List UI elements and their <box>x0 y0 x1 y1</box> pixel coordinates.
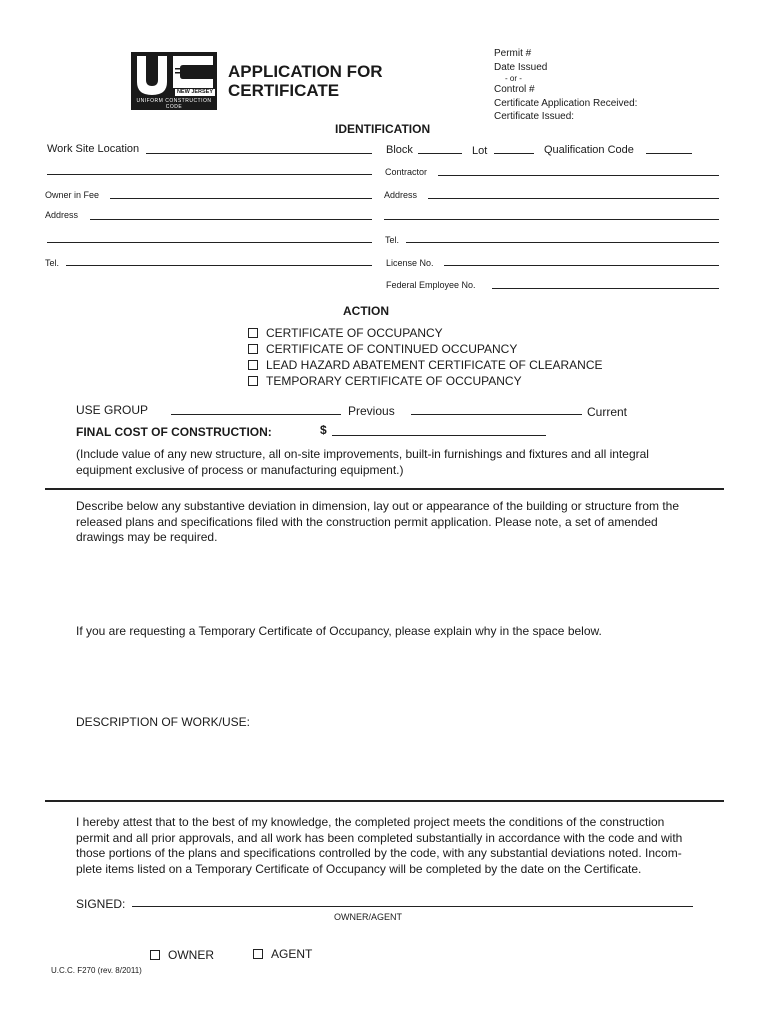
owner-address-field-2[interactable] <box>47 242 372 243</box>
signed-label: SIGNED: <box>76 897 126 911</box>
temporary-explanation-prompt: If you are requesting a Temporary Certificate of Occupancy, please explain why in the space below. <box>76 624 602 638</box>
contractor-address-field[interactable] <box>428 198 719 199</box>
attest-line1: I hereby attest that to the best of my knowledge, the completed project meets the conditions of the construction <box>76 815 665 829</box>
checkbox-lead[interactable] <box>248 360 258 370</box>
owner-in-fee-field[interactable] <box>110 198 372 199</box>
attest-line2: permit and all prior approvals, and all work has been completed substantially in accordance with the code and with <box>76 830 683 845</box>
checkbox-tco[interactable] <box>248 376 258 386</box>
logo-code-text: UNIFORM CONSTRUCTION CODE <box>136 98 212 110</box>
attest-line3: those portions of the plans and specifications controlled by the code, with any substantial deviations noted. Incom- <box>76 846 682 860</box>
use-group-label: USE GROUP <box>76 403 149 417</box>
owner-tel-field[interactable] <box>66 265 372 266</box>
signature-field[interactable] <box>132 906 693 907</box>
temporary-explanation-area[interactable] <box>76 642 724 708</box>
agent-option[interactable] <box>253 947 312 961</box>
action-option-cco-label: CERTIFICATE OF CONTINUED OCCUPANCY <box>266 342 518 356</box>
permit-number-label: Permit # <box>494 48 532 59</box>
checkbox-cco[interactable] <box>248 344 258 354</box>
block-field[interactable] <box>418 153 462 154</box>
action-option-lead[interactable] <box>248 358 603 372</box>
owner-agent-caption: OWNER/AGENT <box>334 912 403 922</box>
lot-label: Lot <box>472 145 488 157</box>
license-no-field[interactable] <box>444 265 719 266</box>
deviation-answer-area[interactable] <box>76 550 724 616</box>
currency-symbol: $ <box>320 423 327 437</box>
use-group-previous-field[interactable] <box>171 414 341 415</box>
owner-in-fee-label: Owner in Fee <box>45 190 100 200</box>
work-site-location-field[interactable] <box>146 153 372 154</box>
action-option-co-label: CERTIFICATE OF OCCUPANCY <box>266 326 443 340</box>
work-site-location-field-2[interactable] <box>47 174 372 175</box>
cost-note <box>76 447 649 478</box>
action-option-cco[interactable] <box>248 342 517 356</box>
license-no-label: License No. <box>386 258 434 268</box>
deviation-line2: released plans and specifications filed with the construction permit application. Please note, a set of amended <box>76 514 658 529</box>
qualification-code-label: Qualification Code <box>544 144 634 156</box>
lot-field[interactable] <box>494 153 534 154</box>
contractor-field[interactable] <box>438 175 719 176</box>
agent-option-label: AGENT <box>271 947 313 961</box>
owner-address-label: Address <box>45 210 79 220</box>
contractor-tel-field[interactable] <box>406 242 719 243</box>
action-option-co[interactable] <box>248 326 443 340</box>
contractor-address-label: Address <box>384 190 418 200</box>
contractor-address-field-2[interactable] <box>384 219 719 220</box>
attest-line4: plete items listed on a Temporary Certificate of Occupancy will be completed by the date on the Certificate. <box>76 861 642 876</box>
deviation-line1: Describe below any substantive deviation in dimension, lay out or appearance of the building or structure from the <box>76 499 680 513</box>
form-title-line2: CERTIFICATE <box>228 81 340 100</box>
owner-address-field[interactable] <box>90 219 372 220</box>
federal-employee-no-label: Federal Employee No. <box>386 280 476 290</box>
action-option-tco-label: TEMPORARY CERTIFICATE OF OCCUPANCY <box>266 374 522 388</box>
use-group-previous-label: Previous <box>348 404 395 418</box>
form-code: U.C.C. F270 (rev. 8/2011) <box>51 966 142 975</box>
identification-heading: IDENTIFICATION <box>335 122 431 136</box>
checkbox-co[interactable] <box>248 328 258 338</box>
owner-option[interactable] <box>150 948 214 962</box>
logo-state-text: NEW JERSEY <box>176 89 214 95</box>
owner-tel-label: Tel. <box>45 258 60 268</box>
qualification-code-field[interactable] <box>646 153 692 154</box>
or-label: - or - <box>505 74 522 83</box>
cert-issued-label: Certificate Issued: <box>494 111 575 122</box>
control-number-label: Control # <box>494 84 535 95</box>
block-label: Block <box>386 144 413 156</box>
action-option-lead-label: LEAD HAZARD ABATEMENT CERTIFICATE OF CLEARANCE <box>266 358 603 372</box>
contractor-tel-label: Tel. <box>385 235 400 245</box>
attestation-text <box>76 815 682 877</box>
use-group-current-label: Current <box>587 405 628 419</box>
contractor-label: Contractor <box>385 167 428 177</box>
action-heading: ACTION <box>343 304 389 318</box>
description-of-work-area[interactable] <box>76 733 724 795</box>
date-issued-label: Date Issued <box>494 62 548 73</box>
section-divider-top <box>45 488 724 490</box>
final-cost-field[interactable] <box>332 435 546 436</box>
action-option-tco[interactable] <box>248 374 522 388</box>
final-cost-label: FINAL COST OF CONSTRUCTION: <box>76 425 272 439</box>
section-divider-bottom <box>45 800 724 802</box>
form-title-line1: APPLICATION FOR <box>228 62 383 81</box>
ucc-logo <box>131 52 217 110</box>
owner-checkbox[interactable] <box>150 950 160 960</box>
federal-employee-no-field[interactable] <box>492 288 719 289</box>
cost-note-line2: equipment exclusive of process or manufacturing equipment.) <box>76 462 404 477</box>
cost-note-line1: (Include value of any new structure, all on-site improvements, built-in furnishings and fixtures and all integral <box>76 447 649 461</box>
deviation-instructions <box>76 499 679 546</box>
deviation-line3: drawings may be required. <box>76 530 218 544</box>
cert-app-received-label: Certificate Application Received: <box>494 98 638 109</box>
owner-option-label: OWNER <box>168 948 214 962</box>
agent-checkbox[interactable] <box>253 949 263 959</box>
description-of-work-label: DESCRIPTION OF WORK/USE: <box>76 715 251 729</box>
use-group-current-field[interactable] <box>411 414 582 415</box>
work-site-location-label: Work Site Location <box>47 143 140 155</box>
